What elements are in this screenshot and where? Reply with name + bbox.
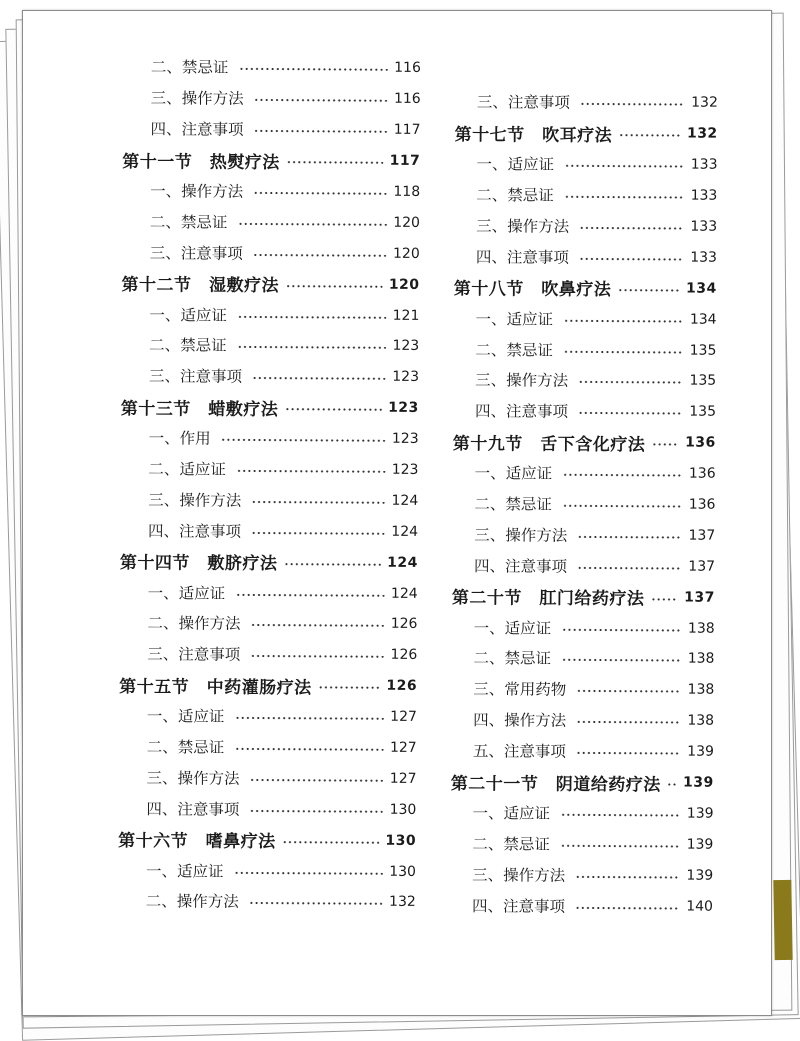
toc-subentry (101, 82, 421, 115)
toc-subentry (98, 576, 418, 609)
toc-page-number: 139 (686, 836, 714, 853)
dot-leader (237, 346, 387, 349)
dot-leader (221, 439, 386, 442)
toc-entry-title: 第十六节 嗜鼻疗法 (96, 826, 278, 852)
toc-entry-title: 四、注意事项 (96, 797, 245, 820)
toc-subentry (97, 731, 417, 764)
toc-entry-title: 三、注意事项 (100, 241, 249, 264)
toc-page-number: 140 (686, 898, 714, 915)
dot-leader (580, 103, 685, 106)
toc-page-number: 126 (386, 678, 418, 695)
toc-subentry (430, 518, 715, 551)
toc-entry-title: 二、禁忌证 (428, 832, 556, 855)
toc-entry-title: 二、禁忌证 (99, 333, 233, 356)
toc-subentry (96, 885, 416, 918)
toc-page (22, 10, 772, 1016)
underlying-page-edge (773, 880, 792, 960)
toc-subentry (430, 488, 715, 521)
toc-subentry (99, 360, 419, 393)
toc-subentry (429, 704, 714, 737)
toc-entry-title: 一、适应证 (432, 307, 560, 330)
toc-entry-title: 第十三节 蜡敷疗法 (99, 394, 281, 420)
toc-subentry (99, 422, 419, 455)
toc-page-number: 139 (687, 743, 714, 760)
dot-leader (563, 350, 684, 353)
toc-page-number: 124 (387, 554, 418, 571)
dot-leader (577, 567, 682, 570)
dot-leader (234, 717, 384, 720)
toc-subentry (100, 205, 420, 238)
toc-subentry (99, 329, 419, 362)
dot-leader (253, 192, 387, 195)
toc-subentry (431, 333, 716, 366)
toc-entry-title: 二、禁忌证 (429, 646, 557, 669)
dot-leader (237, 223, 387, 226)
toc-subentry (97, 607, 417, 640)
toc-page-number: 118 (393, 183, 421, 200)
dot-leader (560, 845, 681, 848)
toc-entry-title: 三、注意事项 (97, 642, 246, 665)
toc-page-number: 135 (689, 342, 717, 359)
dot-leader (579, 258, 684, 261)
toc-subentry (100, 113, 420, 146)
toc-entry-title: 一、适应证 (96, 859, 230, 882)
toc-page-number: 132 (686, 125, 718, 143)
toc-subentry (428, 827, 713, 860)
toc-subentry (96, 761, 416, 794)
toc-page-number: 136 (688, 465, 716, 482)
toc-entry-title: 二、禁忌证 (100, 210, 234, 233)
toc-section-entry (430, 580, 715, 613)
toc-page-number: 127 (389, 770, 417, 787)
dot-leader (651, 444, 679, 446)
toc-subentry (100, 236, 420, 269)
toc-section-entry (433, 117, 718, 150)
dot-leader (560, 814, 681, 817)
toc-left-column (96, 51, 421, 918)
toc-entry-title: 三、注意事项 (99, 364, 248, 387)
toc-page-number: 116 (394, 60, 421, 77)
toc-subentry (432, 179, 717, 212)
dot-leader (286, 161, 384, 164)
toc-entry-title: 二、操作方法 (97, 611, 246, 634)
dot-leader (238, 68, 388, 71)
toc-section-entry (99, 267, 419, 300)
dot-leader (283, 563, 381, 566)
toc-entry-title: 一、适应证 (97, 704, 231, 727)
toc-section-entry (98, 545, 418, 578)
toc-entry-title: 二、操作方法 (96, 889, 245, 912)
toc-subentry (429, 642, 714, 675)
toc-entry-title: 四、注意事项 (98, 519, 247, 542)
dot-leader (254, 99, 388, 102)
toc-subentry (432, 240, 717, 273)
toc-entry-title: 二、禁忌证 (101, 55, 235, 78)
toc-entry-title: 一、适应证 (430, 616, 558, 639)
toc-section-entry (432, 271, 717, 304)
dot-leader (249, 810, 383, 813)
toc-entry-title: 二、适应证 (98, 457, 232, 480)
toc-section-entry (99, 391, 419, 424)
toc-page-number: 139 (686, 867, 714, 884)
toc-subentry (98, 453, 418, 486)
dot-leader (650, 598, 678, 600)
dot-leader (575, 876, 680, 879)
dot-leader (563, 319, 684, 322)
dot-leader (233, 871, 383, 874)
toc-page-number: 127 (389, 739, 417, 756)
toc-page-number: 123 (392, 338, 420, 355)
toc-subentry (430, 549, 715, 582)
dot-leader (577, 536, 682, 539)
dot-leader (617, 289, 680, 291)
toc-section-entry (100, 144, 420, 177)
toc-subentry (433, 86, 718, 119)
toc-subentry (101, 51, 421, 84)
toc-subentry (431, 457, 716, 490)
toc-entry-title: 四、注意事项 (432, 245, 575, 268)
toc-section-entry (429, 766, 714, 799)
toc-subentry (431, 395, 716, 428)
toc-page-number: 127 (390, 708, 417, 726)
toc-entry-title: 四、注意事项 (430, 554, 573, 577)
dot-leader (667, 783, 677, 785)
toc-subentry (428, 796, 713, 829)
toc-entry-title: 一、适应证 (99, 303, 233, 326)
toc-entry-title: 第二十一节 阴道给药疗法 (429, 769, 663, 795)
toc-entry-title: 三、操作方法 (430, 523, 573, 546)
toc-entry-title: 第十八节 吹鼻疗法 (432, 274, 614, 300)
toc-page-number: 133 (690, 187, 718, 204)
dot-leader (251, 501, 385, 504)
dot-leader (285, 285, 383, 288)
toc-entry-title: 三、操作方法 (432, 214, 575, 237)
dot-leader (578, 381, 683, 384)
toc-page-number: 138 (687, 651, 715, 668)
toc-subentry (428, 889, 713, 922)
dot-leader (249, 902, 383, 905)
toc-page-number: 133 (690, 156, 718, 173)
toc-subentry (99, 298, 419, 331)
toc-entry-title: 一、适应证 (431, 461, 559, 484)
dot-leader (284, 408, 382, 411)
toc-entry-title: 四、注意事项 (431, 399, 574, 422)
toc-page-number: 138 (687, 620, 715, 637)
toc-entry-title: 一、适应证 (432, 152, 560, 175)
toc-subentry (429, 735, 714, 768)
toc-entry-title: 一、操作方法 (100, 179, 249, 202)
toc-page-number: 124 (390, 585, 418, 602)
toc-entry-title: 四、注意事项 (428, 894, 571, 917)
dot-leader (561, 628, 682, 631)
toc-page-number: 139 (682, 774, 714, 791)
toc-entry-title: 第十二节 湿敷疗法 (100, 270, 282, 296)
toc-page-number: 123 (392, 369, 420, 386)
toc-page-number: 136 (688, 496, 716, 513)
dot-leader (250, 779, 384, 782)
toc-right-column (428, 86, 718, 922)
dot-leader (282, 841, 380, 844)
dot-leader (251, 624, 385, 627)
toc-page-number: 117 (389, 152, 421, 170)
dot-leader (562, 474, 683, 477)
toc-page-number: 124 (391, 523, 419, 540)
toc-page-number: 138 (687, 712, 715, 729)
toc-entry-title: 三、常用药物 (429, 677, 572, 700)
toc-entry-title: 第十九节 舌下含化疗法 (431, 429, 648, 455)
toc-entry-title: 第二十节 肛门给药疗法 (430, 583, 647, 609)
dot-leader (250, 655, 384, 658)
toc-page-number: 126 (390, 647, 418, 664)
dot-leader (251, 532, 385, 535)
dot-leader (254, 130, 388, 133)
dot-leader (561, 659, 682, 662)
toc-subentry (429, 673, 714, 706)
toc-subentry (98, 514, 418, 547)
dot-leader (618, 134, 681, 136)
toc-entry-title: 二、禁忌证 (432, 183, 560, 206)
toc-page-number: 133 (690, 218, 718, 235)
dot-leader (235, 593, 385, 596)
toc-entry-title: 第十四节 敷脐疗法 (98, 548, 280, 574)
toc-page-number: 117 (393, 122, 421, 139)
toc-subentry (431, 302, 716, 335)
toc-page-number: 138 (687, 681, 715, 699)
toc-page-number: 134 (685, 280, 717, 297)
dot-leader (234, 748, 384, 751)
dot-leader (252, 377, 386, 380)
toc-subentry (428, 858, 713, 891)
toc-subentry (98, 483, 418, 516)
toc-entry-title: 一、适应证 (98, 581, 232, 604)
toc-subentry (97, 638, 417, 671)
dot-leader (236, 470, 386, 473)
toc-page-number: 139 (686, 805, 714, 822)
toc-section-entry (97, 669, 417, 702)
toc-page-number: 130 (389, 863, 417, 880)
toc-page-number: 130 (385, 832, 417, 849)
toc-entry-title: 三、注意事项 (433, 90, 576, 113)
toc-page-number: 120 (392, 245, 420, 262)
toc-entry-title: 三、操作方法 (428, 863, 571, 886)
toc-entry-title: 三、操作方法 (98, 488, 247, 511)
toc-entry-title: 第十五节 中药灌肠疗法 (97, 672, 314, 698)
dot-leader (564, 196, 685, 199)
toc-page-number: 136 (685, 434, 716, 451)
toc-entry-title: 三、操作方法 (96, 766, 245, 789)
toc-subentry (432, 148, 717, 181)
toc-subentry (97, 700, 417, 733)
toc-subentry (100, 175, 420, 208)
dot-leader (576, 690, 681, 693)
toc-page-number: 135 (689, 403, 717, 421)
toc-page-number: 132 (691, 95, 718, 112)
dot-leader (575, 906, 680, 909)
dot-leader (578, 412, 683, 415)
dot-leader (576, 721, 681, 724)
toc-page-number: 126 (390, 616, 418, 633)
dot-leader (576, 752, 681, 755)
toc-page-number: 120 (388, 276, 420, 293)
toc-page-number: 123 (391, 430, 419, 448)
toc-entry-title: 三、操作方法 (101, 86, 250, 109)
toc-subentry (431, 364, 716, 397)
toc-subentry (432, 210, 717, 243)
toc-entry-title: 二、禁忌证 (97, 735, 231, 758)
toc-entry-title: 二、禁忌证 (430, 492, 558, 515)
dot-leader (579, 227, 684, 230)
toc-page-number: 130 (389, 801, 417, 818)
toc-entry-title: 二、禁忌证 (431, 338, 559, 361)
toc-page-number: 137 (688, 558, 716, 575)
toc-page-number: 123 (388, 399, 419, 417)
toc-section-entry (96, 823, 416, 856)
toc-page-number: 134 (689, 311, 717, 328)
toc-page-number: 123 (391, 461, 419, 478)
toc-page-number: 137 (684, 589, 715, 606)
toc-entry-title: 四、注意事项 (100, 117, 249, 140)
toc-entry-title: 四、操作方法 (429, 708, 572, 731)
toc-page-number: 137 (688, 527, 716, 544)
toc-entry-title: 第十七节 吹耳疗法 (433, 120, 615, 146)
toc-section-entry (431, 426, 716, 459)
toc-entry-title: 三、操作方法 (431, 368, 574, 391)
toc-page-number: 135 (689, 373, 717, 390)
toc-entry-title: 一、适应证 (428, 801, 556, 824)
toc-subentry (96, 854, 416, 887)
toc-page-number: 116 (393, 91, 421, 108)
dot-leader (564, 165, 685, 168)
dot-leader (318, 687, 381, 689)
toc-page-number: 121 (392, 307, 420, 324)
dot-leader (237, 315, 387, 318)
toc-entry-title: 一、作用 (99, 426, 217, 449)
toc-page-number: 124 (391, 492, 419, 509)
toc-page-number: 133 (690, 249, 718, 266)
toc-subentry (96, 792, 416, 825)
toc-subentry (430, 611, 715, 644)
dot-leader (562, 505, 683, 508)
dot-leader (253, 254, 387, 257)
toc-page-number: 132 (389, 894, 416, 911)
toc-entry-title: 五、注意事项 (429, 739, 572, 762)
toc-page-number: 120 (393, 214, 421, 231)
toc-entry-title: 第十一节 热熨疗法 (100, 147, 282, 173)
